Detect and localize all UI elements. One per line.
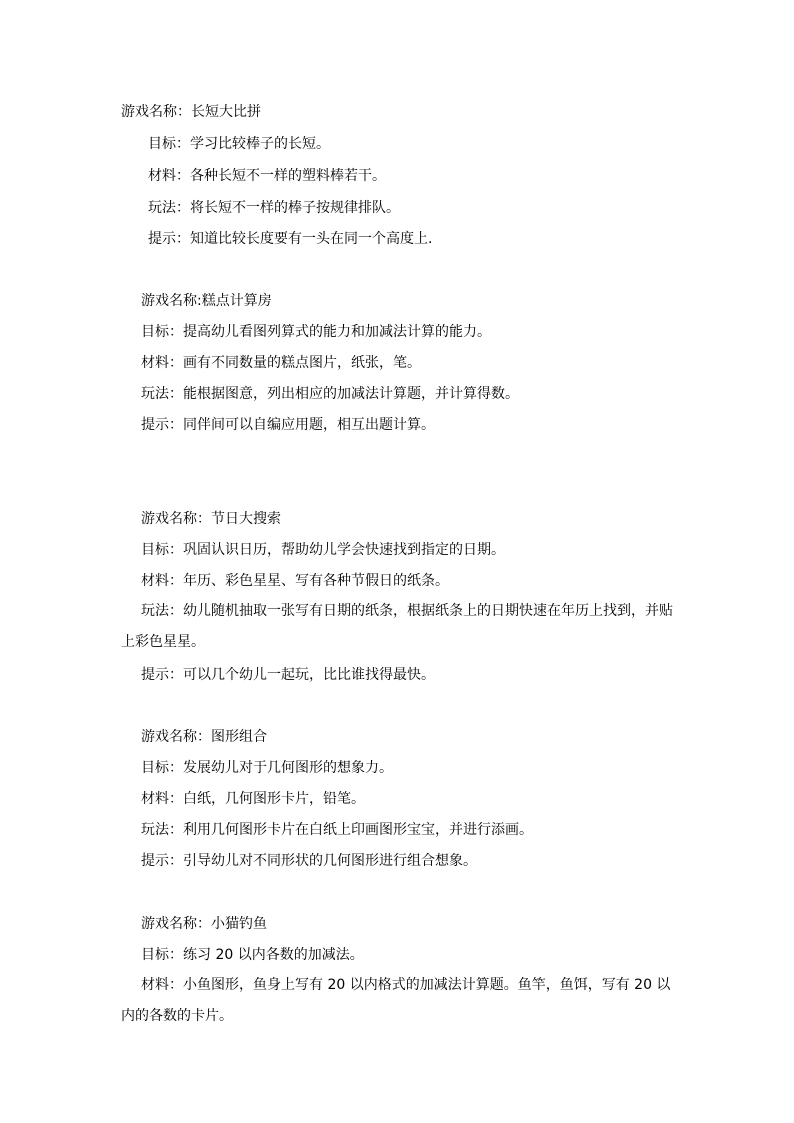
game-tip: 提示：知道比较长度要有一头在同一个高度上.: [148, 231, 433, 247]
game-play: 玩法：利用几何图形卡片在白纸上印画图形宝宝，并进行添画。: [141, 822, 533, 838]
game-title: 游戏名称：长短大比拼: [121, 104, 261, 120]
game-goal: 目标：提高幼儿看图列算式的能力和加减法计算的能力。: [141, 324, 491, 340]
game-tip: 提示：可以几个幼儿一起玩，比比谁找得最快。: [141, 667, 435, 683]
game-goal: 目标：练习 20 以内各数的加减法。: [141, 947, 364, 963]
game-materials: 材料：小鱼图形，鱼身上写有 20 以内格式的加减法计算题。鱼竿，鱼饵，写有 20 以内的各数的卡片。: [121, 977, 671, 1024]
game-title: 游戏名称：节日大搜索: [141, 511, 281, 527]
game-title: 游戏名称:糕点计算房: [141, 293, 272, 309]
game-tip: 提示：引导幼儿对不同形状的几何图形进行组合想象。: [141, 853, 477, 869]
game-play: 玩法：能根据图意，列出相应的加减法计算题，并计算得数。: [141, 386, 519, 402]
game-materials: 材料：白纸，几何图形卡片，铅笔。: [141, 791, 365, 807]
game-tip: 提示：同伴间可以自编应用题，相互出题计算。: [141, 417, 435, 433]
game-play: 玩法：将长短不一样的棒子按规律排队。: [148, 200, 400, 216]
game-play: 玩法：幼儿随机抽取一张写有日期的纸条，根据纸条上的日期快速在年历上找到，并贴上彩色星星。: [121, 603, 673, 650]
game-materials: 材料：年历、彩色星星、写有各种节假日的纸条。: [141, 573, 449, 589]
game-goal: 目标：巩固认识日历，帮助幼儿学会快速找到指定的日期。: [141, 542, 505, 558]
game-title: 游戏名称：小猫钓鱼: [141, 916, 267, 932]
game-goal: 目标：发展幼儿对于几何图形的想象力。: [141, 760, 393, 776]
game-materials: 材料：画有不同数量的糕点图片，纸张，笔。: [141, 355, 421, 371]
game-title: 游戏名称：图形组合: [141, 729, 267, 745]
game-materials: 材料：各种长短不一样的塑料棒若干。: [148, 168, 386, 184]
game-goal: 目标：学习比较棒子的长短。: [148, 136, 330, 152]
